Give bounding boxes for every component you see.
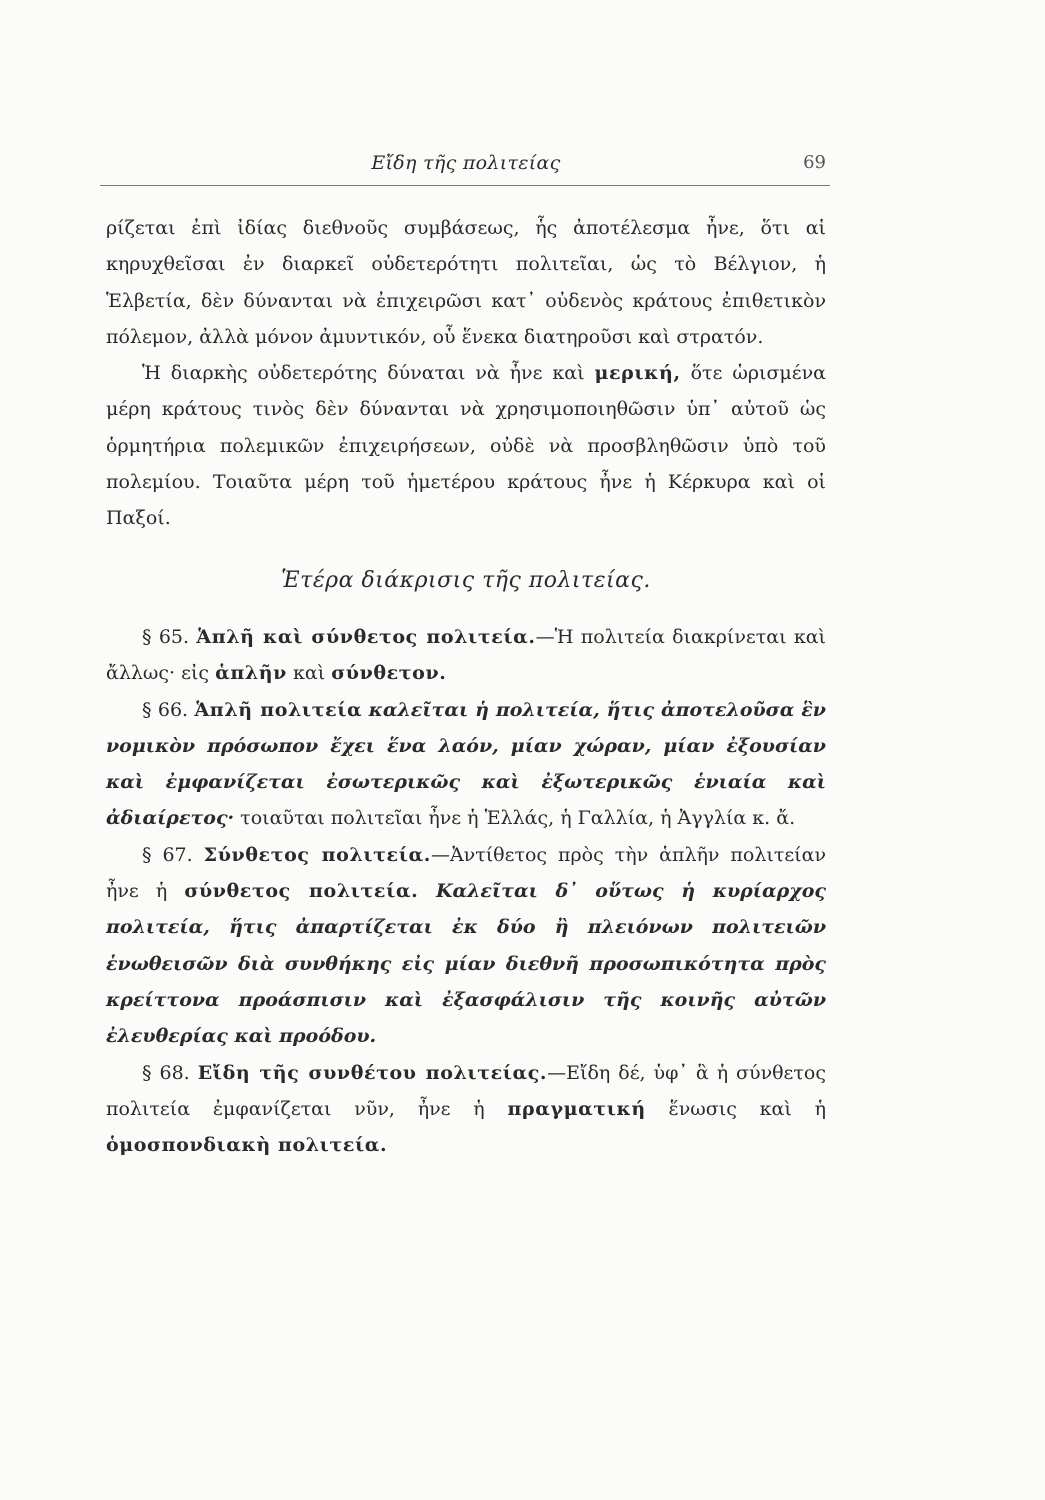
term-simple: ἁπλῆν — [215, 662, 287, 685]
running-title: Εἴδη τῆς πολιτείας — [371, 152, 561, 174]
section-number: § 68. — [142, 1061, 190, 1084]
header-rule — [100, 185, 830, 186]
paragraph-partial-neutrality — [106, 355, 826, 536]
section-title: Σύνθετος πολιτεία. — [203, 843, 431, 866]
section-text: —Ἡ πολιτεία διακρίνεται καὶ ἄλλως· εἰς — [106, 625, 827, 685]
section-definition: Καλεῖται δ᾽ οὕτως ἡ κυρίαρχος πολιτεία, ἥτις ἀπαρτίζεται ἐκ δύο ἢ πλειόνων πολιτειῶν ἑνωθεισῶν διὰ συνθήκης εἰς μίαν διεθνῆ προσωπικότητα πρὸς κρείττονα προάσπισιν καὶ ἐξασφάλισιν τῆς κοινῆς αὐτῶν ἐλευθερίας καὶ προόδου. — [106, 880, 826, 1048]
term-federal-state: ὁμοσπονδιακὴ πολιτεία. — [106, 1134, 388, 1157]
section-number: § 66. — [142, 698, 189, 721]
section-67 — [106, 837, 826, 1055]
term-composite-state: σύνθετος πολιτεία. — [184, 880, 419, 903]
section-number: § 65. — [142, 625, 190, 648]
section-heading: Ἑτέρα διάκρισις τῆς πολιτείας. — [281, 567, 651, 593]
section-65 — [106, 619, 826, 692]
section-66 — [106, 692, 826, 837]
section-title: Ἁπλῆ καὶ σύνθετος πολιτεία. — [196, 625, 536, 648]
section-68 — [106, 1055, 826, 1164]
body-text — [106, 210, 826, 1163]
term-composite: σύνθετον. — [331, 662, 447, 685]
paragraph-lead: Ἡ διαρκὴς οὐδετερότης δύναται νὰ ἦνε καὶ — [142, 362, 595, 385]
section-title: Ἁπλῆ πολιτεία — [194, 698, 363, 721]
section-text: —Ἀντίθετος πρὸς τὴν ἁπλῆν πολιτείαν ἦνε ἡ — [106, 843, 827, 903]
section-title: Εἴδη τῆς συνθέτου πολιτείας. — [197, 1061, 548, 1084]
section-text: τοιαῦται πολιτεῖαι ἦνε ἡ Ἑλλάς, ἡ Γαλλία, ἡ Ἀγγλία κ. ἄ. — [234, 807, 796, 830]
section-number: § 67. — [142, 843, 193, 866]
paragraph-text: ὅτε ὡρισμένα μέρη κράτους τινὸς δὲν δύνανται νὰ χρησιμοποιηθῶσιν ὑπ᾽ αὐτοῦ ὡς ὁρμητήρια πολεμικῶν ἐπιχειρήσεων, οὐδὲ νὰ προσβληθῶσιν ὑπὸ τοῦ πολεμίου. Τοιαῦτα μέρη τοῦ ἡμετέρου κράτους ἦνε ἡ Κέρκυρα καὶ οἱ Παξοί. — [106, 362, 826, 530]
term-real-union: πραγματική — [507, 1097, 646, 1120]
page-number: 69 — [803, 152, 826, 173]
page-header — [106, 150, 826, 182]
paragraph-continuation — [106, 210, 826, 355]
paragraph-text: ρίζεται ἐπὶ ἰδίας διεθνοῦς συμβάσεως, ἧς ἀποτέλεσμα ἦνε, ὅτι αἱ κηρυχθεῖσαι ἐν διαρκεῖ οὐδετερότητι πολιτεῖαι, ὡς τὸ Βέλγιον, ἡ Ἑλβετία, δὲν δύνανται νὰ ἐπιχειρῶσι κατ᾽ οὐδενὸς κράτους ἐπιθετικὸν πόλεμον, ἀλλὰ μόνον ἀμυντικόν, οὗ ἕνεκα διατηροῦσι καὶ στρατόν. — [106, 217, 826, 348]
term-partial: μερική, — [594, 362, 681, 385]
section-text: —Εἴδη δέ, ὑφ᾽ ἃ ἡ σύνθετος πολιτεία ἐμφανίζεται νῦν, ἦνε ἡ — [106, 1061, 826, 1120]
section-text: ἕνωσις καὶ ἡ — [645, 1097, 826, 1120]
section-definition: καλεῖται ἡ πολιτεία, ἥτις ἀποτελοῦσα ἓν νομικὸν πρόσωπον ἔχει ἕνα λαόν, μίαν χώραν, μίαν ἐξουσίαν καὶ ἐμφανίζεται ἐσωτερικῶς καὶ ἐξωτερικῶς ἑνιαία καὶ ἀδιαίρετος· — [106, 698, 826, 830]
section-text: καὶ — [286, 662, 332, 685]
